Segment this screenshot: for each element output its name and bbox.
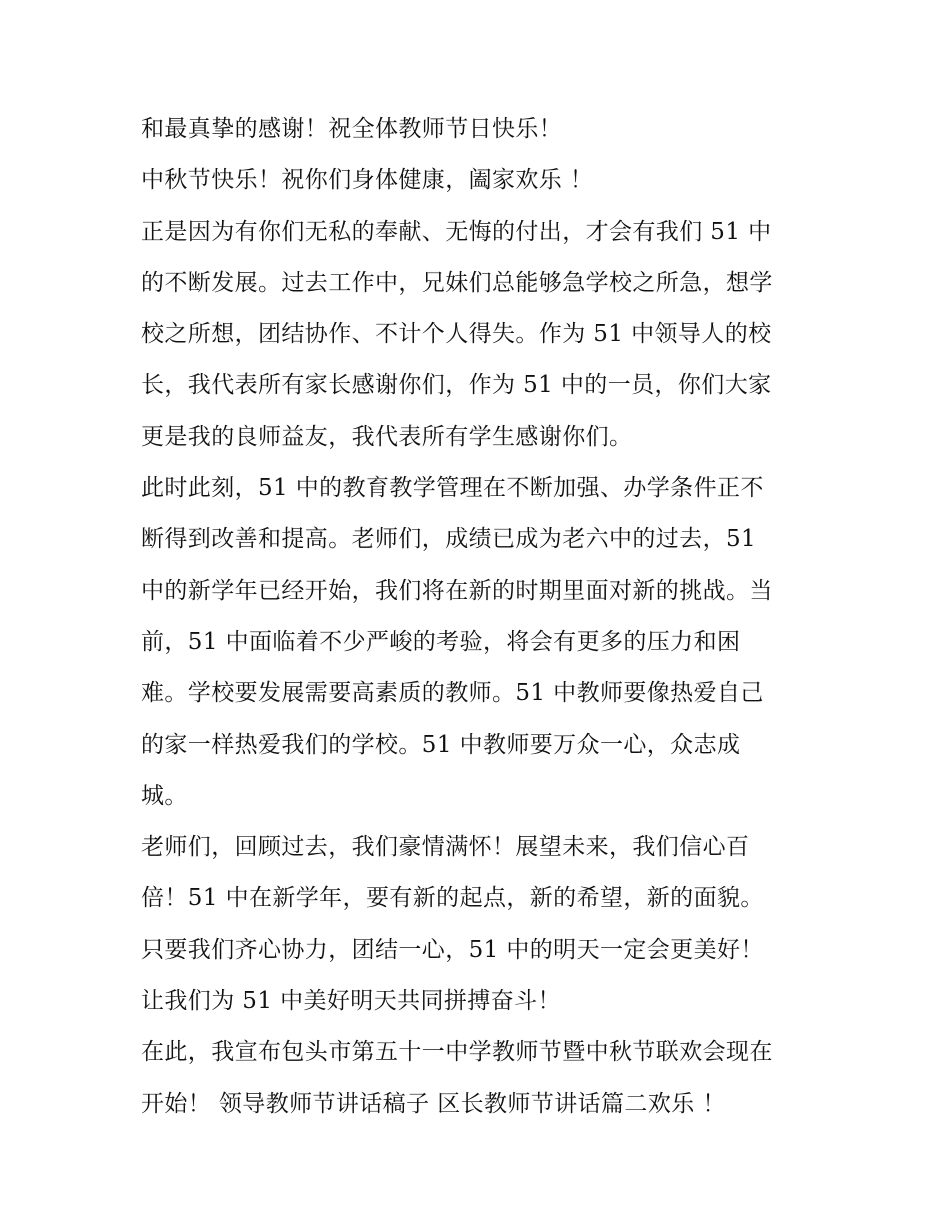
- text-line: 城。: [141, 782, 188, 809]
- text-line: 前，51 中面临着不少严峻的考验，将会有更多的压力和困: [141, 628, 741, 655]
- text-line: 的不断发展。过去工作中，兄妹们总能够急学校之所急，想学: [141, 269, 773, 296]
- text-line: 只要我们齐心协力，团结一心，51 中的明天一定会更美好！: [141, 936, 764, 963]
- text-line: 此时此刻，51 中的教育教学管理在不断加强、办学条件正不: [141, 475, 764, 502]
- text-line: 的家一样热爱我们的学校。51 中教师要万众一心，众志成: [141, 731, 741, 758]
- text-line: 在此，我宣布包头市第五十一中学教师节暨中秋节联欢会现在: [141, 1039, 773, 1066]
- text-line: 校之所想，团结协作、不计个人得失。作为 51 中领导人的校: [141, 321, 772, 348]
- text-line: 开始！ 领导教师节讲话稿子 区长教师节讲话篇二欢乐 ！: [141, 1090, 726, 1117]
- text-line: 长，我代表所有家长感谢你们，作为 51 中的一员，你们大家: [141, 372, 772, 399]
- text-line: 让我们为 51 中美好明天共同拼搏奋斗！: [141, 988, 561, 1015]
- text-line: 正是因为有你们无私的奉献、无悔的付出，才会有我们 51 中: [141, 218, 772, 245]
- text-line: 老师们，回顾过去，我们豪情满怀！展望未来，我们信心百: [141, 834, 750, 861]
- text-line: 难。学校要发展需要高素质的教师。51 中教师要像热爱自己: [141, 680, 764, 707]
- text-line: 中的新学年已经开始，我们将在新的时期里面对新的挑战。当: [141, 577, 773, 604]
- text-line: 倍！51 中在新学年，要有新的起点，新的希望，新的面貌。: [141, 885, 764, 912]
- text-line: 和最真挚的感谢！祝全体教师节日快乐！: [141, 116, 563, 142]
- document-body: [141, 104, 831, 1130]
- text-line: 中秋节快乐！祝你们身体健康，阖家欢乐 ！: [141, 167, 594, 194]
- text-line: 更是我的良师益友，我代表所有学生感谢你们。: [141, 423, 633, 450]
- text-line: 断得到改善和提高。老师们，成绩已成为老六中的过去，51: [141, 526, 757, 553]
